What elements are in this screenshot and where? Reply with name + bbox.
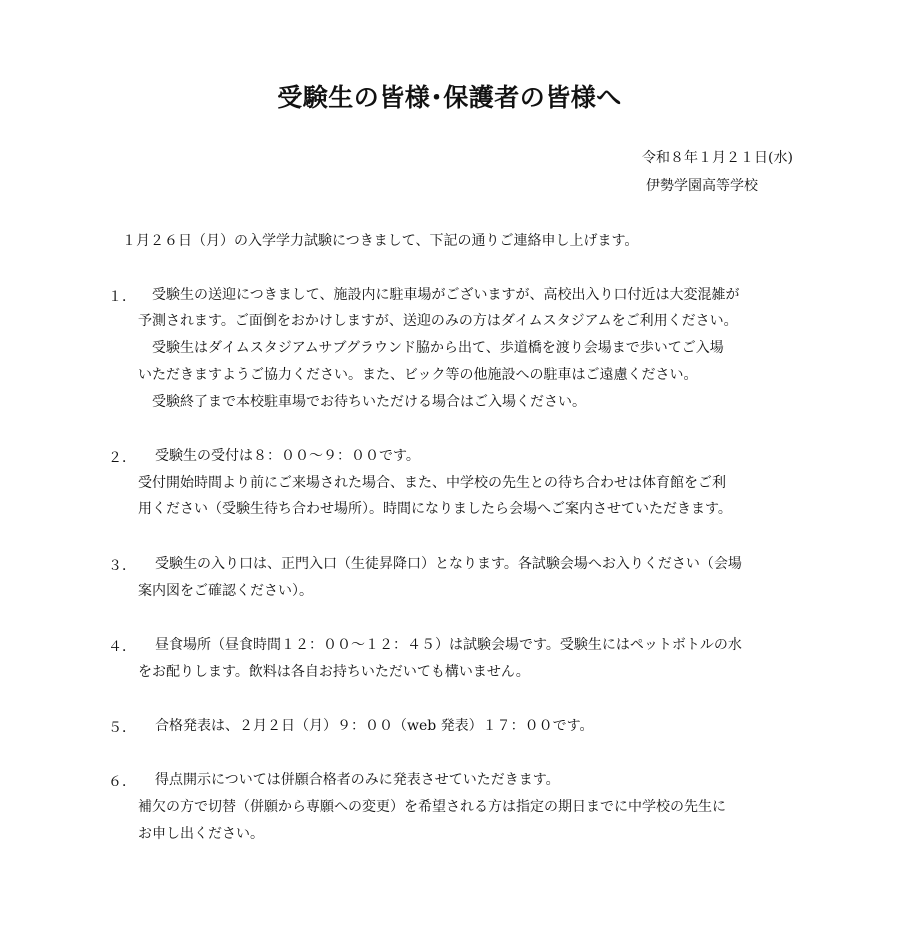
item-line: 得点開示については併願合格者のみに発表させていただきます。 — [155, 772, 560, 788]
item-line: 予測されます。ご面倒をおかけしますが、送迎のみの方はダイムスタジアムをご利用ください。 — [138, 313, 738, 329]
item-number: ２． — [108, 450, 136, 466]
intro-text: １月２６日（月）の入学学力試験につきまして、下記の通りご連絡申し上げます。 — [122, 233, 639, 249]
item-line: 受験生はダイムスタジアムサブグラウンド脇から出て、歩道橋を渡り会場まで歩いてご入場 — [152, 340, 724, 356]
item-line: 案内図をご確認ください）。 — [138, 583, 313, 599]
document-date: 令和８年１月２１日(水) — [642, 150, 793, 166]
item-number: ４． — [108, 639, 136, 655]
item-line: 受験生の送迎につきまして、施設内に駐車場がございますが、高校出入り口付近は大変混雑が — [152, 287, 740, 303]
item-number: ６． — [108, 774, 136, 790]
document-title: 受験生の皆様･保護者の皆様へ — [277, 83, 622, 112]
item-line: いただきますようご協力ください。また、ビック等の他施設への駐車はご遠慮ください。 — [138, 367, 698, 383]
item-line: 受験生の入り口は、正門入口（生徒昇降口）となります。各試験会場へお入りください（会場 — [155, 556, 742, 572]
item-line: 合格発表は、２月２日（月）９：００（web 発表）１７：００です。 — [155, 718, 594, 734]
item-line: 受験終了まで本校駐車場でお待ちいただける場合はご入場ください。 — [152, 394, 586, 410]
item-number: １． — [108, 289, 136, 305]
item-line: 受験生の受付は８：００～９：００です。 — [155, 448, 420, 464]
item-line: をお配りします。飲料は各自お持ちいただいても構いません。 — [138, 664, 530, 680]
item-line: 用ください（受験生待ち合わせ場所）。時間になりましたら会場へご案内させていただきます。 — [138, 501, 732, 517]
item-line: 補欠の方で切替（併願から専願への変更）を希望される方は指定の期日までに中学校の先生に — [138, 799, 726, 815]
item-line: 受付開始時間より前にご来場された場合、また、中学校の先生との待ち合わせは体育館をご利 — [138, 475, 726, 491]
school-name: 伊勢学園高等学校 — [646, 178, 758, 194]
item-number: ３． — [108, 558, 136, 574]
item-line: お申し出ください。 — [138, 826, 264, 842]
item-number: ５． — [108, 720, 136, 736]
item-line: 昼食場所（昼食時間１２：００～１２：４５）は試験会場です。受験生にはペットボトルの水 — [155, 637, 742, 653]
